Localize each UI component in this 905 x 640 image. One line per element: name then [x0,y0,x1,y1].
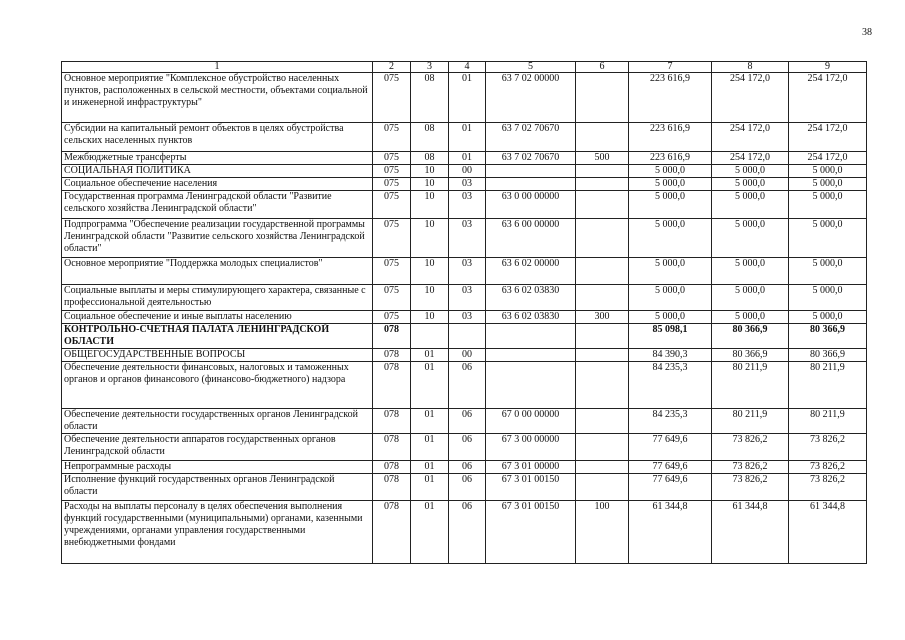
table-row [62,152,867,165]
sum-2022-cell: 5 000,0 [789,258,867,285]
sum-2021-cell: 5 000,0 [712,165,789,178]
sum-2021-cell: 73 826,2 [712,474,789,501]
kvsr-cell: 078 [373,324,411,349]
kvsr-cell: 078 [373,409,411,434]
header-row [62,62,867,73]
item-name-cell: Основное мероприятие "Поддержка молодых специалистов" [62,258,373,285]
sum-2021-cell: 5 000,0 [712,178,789,191]
table-row [62,409,867,434]
expense-type-cell [576,258,629,285]
target-article-cell: 67 3 01 00150 [486,501,576,564]
sum-2020-cell: 5 000,0 [629,219,712,258]
section-cell [411,324,449,349]
sum-2022-cell: 254 172,0 [789,73,867,123]
section-cell: 01 [411,362,449,409]
item-name-cell: Основное мероприятие "Комплексное обустройство населенных пунктов, расположенных в сельской местности, объектами социальной и инженерной инфраструктуры" [62,73,373,123]
sum-2022-cell: 80 211,9 [789,409,867,434]
table-row [62,434,867,461]
section-cell: 01 [411,349,449,362]
expense-type-cell [576,191,629,219]
sum-2022-cell: 5 000,0 [789,311,867,324]
section-cell: 01 [411,434,449,461]
target-article-cell: 67 3 01 00150 [486,474,576,501]
expense-type-cell [576,461,629,474]
subsection-cell: 06 [449,409,486,434]
sum-2022-cell: 5 000,0 [789,178,867,191]
kvsr-cell: 075 [373,285,411,311]
sum-2022-cell: 80 211,9 [789,362,867,409]
section-cell: 01 [411,461,449,474]
sum-2022-cell: 61 344,8 [789,501,867,564]
sum-2022-cell: 73 826,2 [789,461,867,474]
section-cell: 10 [411,285,449,311]
kvsr-cell: 075 [373,165,411,178]
sum-2020-cell: 5 000,0 [629,165,712,178]
table-row [62,191,867,219]
sum-2022-cell: 80 366,9 [789,349,867,362]
sum-2020-cell: 77 649,6 [629,461,712,474]
kvsr-cell: 075 [373,123,411,152]
section-cell: 10 [411,178,449,191]
sum-2021-cell: 5 000,0 [712,219,789,258]
target-article-cell: 63 6 02 03830 [486,311,576,324]
page-number: 38 [862,27,872,38]
section-cell: 08 [411,73,449,123]
target-article-cell [486,324,576,349]
section-cell: 01 [411,501,449,564]
kvsr-cell: 078 [373,434,411,461]
subsection-cell: 03 [449,311,486,324]
item-name-cell: Социальное обеспечение и иные выплаты населению [62,311,373,324]
item-name-cell: Исполнение функций государственных органов Ленинградской области [62,474,373,501]
item-name-cell: Обеспечение деятельности аппаратов государственных органов Ленинградской области [62,434,373,461]
header-cell: 1 [62,62,373,73]
sum-2020-cell: 84 390,3 [629,349,712,362]
sum-2020-cell: 223 616,9 [629,73,712,123]
section-cell: 08 [411,123,449,152]
expense-type-cell [576,409,629,434]
subsection-cell: 03 [449,178,486,191]
expense-type-cell [576,178,629,191]
sum-2021-cell: 5 000,0 [712,311,789,324]
table-row [62,324,867,349]
subsection-cell: 06 [449,474,486,501]
kvsr-cell: 075 [373,191,411,219]
sum-2022-cell: 5 000,0 [789,191,867,219]
subsection-cell: 06 [449,362,486,409]
expense-type-cell [576,73,629,123]
item-name-cell: Расходы на выплаты персоналу в целях обеспечения выполнения функций государственными (муниципальными) органами, казенными учреждениями, органами управления государственными внебюджетными фондами [62,501,373,564]
target-article-cell [486,165,576,178]
sum-2021-cell: 5 000,0 [712,285,789,311]
header-cell: 9 [789,62,867,73]
section-cell: 10 [411,258,449,285]
sum-2022-cell: 73 826,2 [789,434,867,461]
sum-2020-cell: 5 000,0 [629,285,712,311]
table-row [62,362,867,409]
subsection-cell: 03 [449,285,486,311]
budget-table [61,61,867,564]
subsection-cell: 03 [449,258,486,285]
item-name-cell: Социальные выплаты и меры стимулирующего характера, связанные с профессиональной деятельностью [62,285,373,311]
target-article-cell: 63 6 00 00000 [486,219,576,258]
subsection-cell: 06 [449,461,486,474]
expense-type-cell: 500 [576,152,629,165]
kvsr-cell: 078 [373,349,411,362]
kvsr-cell: 075 [373,311,411,324]
header-cell: 3 [411,62,449,73]
subsection-cell [449,324,486,349]
sum-2022-cell: 5 000,0 [789,165,867,178]
expense-type-cell [576,219,629,258]
sum-2022-cell: 80 366,9 [789,324,867,349]
header-cell: 7 [629,62,712,73]
sum-2021-cell: 5 000,0 [712,258,789,285]
sum-2022-cell: 254 172,0 [789,123,867,152]
item-name-cell: Государственная программа Ленинградской области "Развитие сельского хозяйства Ленинградской области" [62,191,373,219]
kvsr-cell: 078 [373,501,411,564]
table-row [62,165,867,178]
table-row [62,311,867,324]
section-cell: 01 [411,409,449,434]
target-article-cell: 63 6 02 00000 [486,258,576,285]
target-article-cell: 67 3 00 00000 [486,434,576,461]
sum-2021-cell: 5 000,0 [712,191,789,219]
item-name-cell: Подпрограмма "Обеспечение реализации государственной программы Ленинградской области "Развитие сельского хозяйства Ленинградской области" [62,219,373,258]
section-cell: 10 [411,219,449,258]
sum-2022-cell: 73 826,2 [789,474,867,501]
section-cell: 01 [411,474,449,501]
expense-type-cell: 100 [576,501,629,564]
item-name-cell: СОЦИАЛЬНАЯ ПОЛИТИКА [62,165,373,178]
item-name-cell: КОНТРОЛЬНО-СЧЕТНАЯ ПАЛАТА ЛЕНИНГРАДСКОЙ ОБЛАСТИ [62,324,373,349]
kvsr-cell: 075 [373,219,411,258]
kvsr-cell: 078 [373,461,411,474]
expense-type-cell [576,362,629,409]
expense-type-cell [576,123,629,152]
section-cell: 10 [411,191,449,219]
kvsr-cell: 075 [373,152,411,165]
sum-2020-cell: 5 000,0 [629,191,712,219]
target-article-cell [486,178,576,191]
subsection-cell: 01 [449,123,486,152]
header-cell: 6 [576,62,629,73]
item-name-cell: Социальное обеспечение населения [62,178,373,191]
sum-2021-cell: 80 366,9 [712,324,789,349]
kvsr-cell: 075 [373,73,411,123]
table-row [62,123,867,152]
expense-type-cell [576,285,629,311]
sum-2020-cell: 77 649,6 [629,434,712,461]
header-cell: 8 [712,62,789,73]
item-name-cell: Субсидии на капитальный ремонт объектов в целях обустройства сельских населенных пунктов [62,123,373,152]
sum-2020-cell: 5 000,0 [629,258,712,285]
sum-2021-cell: 73 826,2 [712,434,789,461]
target-article-cell [486,362,576,409]
sum-2020-cell: 77 649,6 [629,474,712,501]
target-article-cell: 67 0 00 00000 [486,409,576,434]
target-article-cell: 63 7 02 00000 [486,73,576,123]
sum-2021-cell: 80 211,9 [712,362,789,409]
header-cell: 4 [449,62,486,73]
sum-2020-cell: 85 098,1 [629,324,712,349]
subsection-cell: 03 [449,191,486,219]
item-name-cell: Обеспечение деятельности государственных органов Ленинградской области [62,409,373,434]
sum-2021-cell: 80 211,9 [712,409,789,434]
table-row [62,349,867,362]
sum-2021-cell: 254 172,0 [712,123,789,152]
header-cell: 2 [373,62,411,73]
sum-2021-cell: 254 172,0 [712,73,789,123]
subsection-cell: 03 [449,219,486,258]
section-cell: 10 [411,311,449,324]
sum-2020-cell: 223 616,9 [629,152,712,165]
subsection-cell: 06 [449,501,486,564]
kvsr-cell: 075 [373,258,411,285]
kvsr-cell: 078 [373,362,411,409]
item-name-cell: ОБЩЕГОСУДАРСТВЕННЫЕ ВОПРОСЫ [62,349,373,362]
expense-type-cell [576,349,629,362]
target-article-cell: 63 7 02 70670 [486,152,576,165]
section-cell: 08 [411,152,449,165]
target-article-cell: 67 3 01 00000 [486,461,576,474]
table-row [62,73,867,123]
sum-2022-cell: 254 172,0 [789,152,867,165]
sum-2020-cell: 84 235,3 [629,409,712,434]
header-cell: 5 [486,62,576,73]
sum-2020-cell: 61 344,8 [629,501,712,564]
item-name-cell: Обеспечение деятельности финансовых, налоговых и таможенных органов и органов финансового (финансово-бюджетного) надзора [62,362,373,409]
table-row [62,258,867,285]
table-row [62,178,867,191]
section-cell: 10 [411,165,449,178]
sum-2021-cell: 73 826,2 [712,461,789,474]
target-article-cell: 63 6 02 03830 [486,285,576,311]
target-article-cell: 63 0 00 00000 [486,191,576,219]
item-name-cell: Непрограммные расходы [62,461,373,474]
kvsr-cell: 075 [373,178,411,191]
subsection-cell: 00 [449,165,486,178]
expense-type-cell [576,165,629,178]
table-row [62,474,867,501]
target-article-cell: 63 7 02 70670 [486,123,576,152]
sum-2020-cell: 84 235,3 [629,362,712,409]
target-article-cell [486,349,576,362]
item-name-cell: Межбюджетные трансферты [62,152,373,165]
expense-type-cell [576,474,629,501]
expense-type-cell [576,324,629,349]
sum-2020-cell: 5 000,0 [629,311,712,324]
sum-2020-cell: 5 000,0 [629,178,712,191]
sum-2020-cell: 223 616,9 [629,123,712,152]
sum-2021-cell: 61 344,8 [712,501,789,564]
sum-2021-cell: 80 366,9 [712,349,789,362]
table-row [62,461,867,474]
expense-type-cell [576,434,629,461]
subsection-cell: 06 [449,434,486,461]
table-row [62,219,867,258]
sum-2021-cell: 254 172,0 [712,152,789,165]
table-row [62,501,867,564]
table-row [62,285,867,311]
sum-2022-cell: 5 000,0 [789,219,867,258]
sum-2022-cell: 5 000,0 [789,285,867,311]
subsection-cell: 01 [449,152,486,165]
kvsr-cell: 078 [373,474,411,501]
subsection-cell: 01 [449,73,486,123]
subsection-cell: 00 [449,349,486,362]
expense-type-cell: 300 [576,311,629,324]
